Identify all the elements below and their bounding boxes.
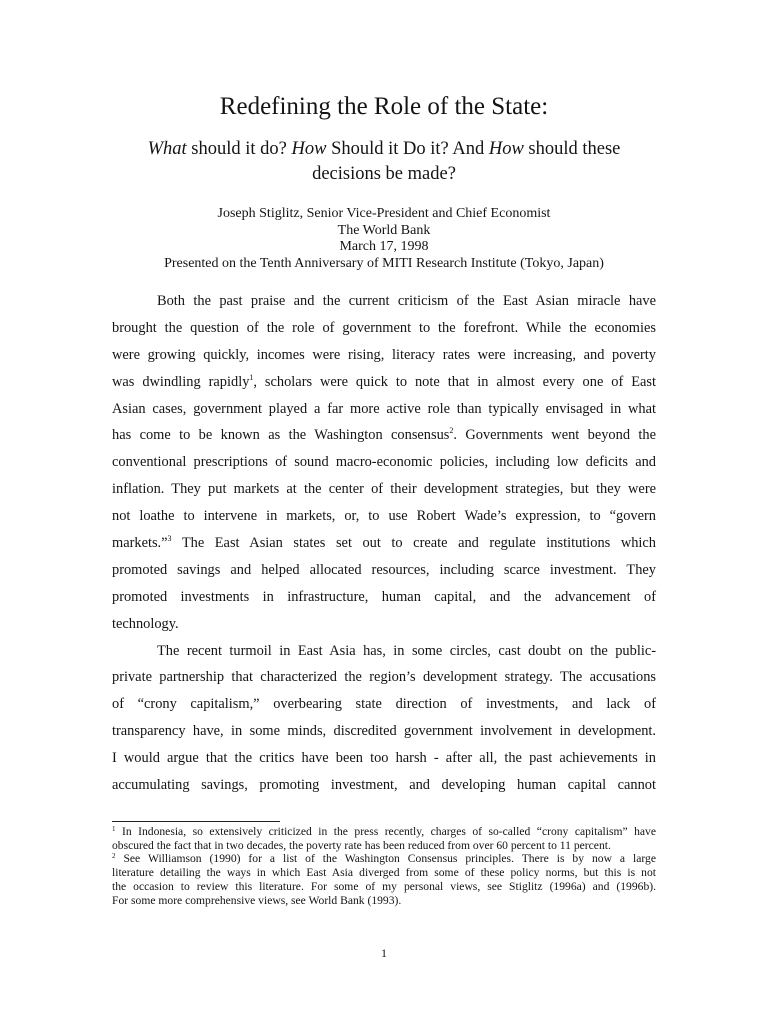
footnote-ref-2[interactable]: 2 — [449, 426, 454, 436]
footnote-line: obscured the fact that in two decades, the poverty rate has been reduced from over 60 percent to 11 percent. — [112, 838, 611, 852]
body-line: brought the question of the role of government to the forefront. While the economies — [112, 319, 656, 336]
body-line: conventional prescriptions of sound macro-economic policies, including low deficits and — [112, 454, 656, 471]
body-line: promoted investments in infrastructure, human capital, and the advancement of — [112, 588, 656, 605]
footnote-line: the occasion to review this literature. For some of my personal views, see Stiglitz (1996a) and (1996b). — [112, 879, 656, 893]
body-line: of “crony capitalism,” overbearing state direction of investments, and lack of — [112, 696, 656, 713]
footnote-marker-2: 2 — [112, 852, 116, 861]
body-text-span: , scholars were quick to note that in almost every one of East — [253, 373, 656, 390]
body-line: I would argue that the critics have been too harsh - after all, the past achievements in — [112, 750, 656, 767]
organization-line: The World Bank — [337, 222, 431, 238]
subtitle-line-2: decisions be made? — [312, 164, 456, 184]
body-line — [112, 369, 656, 396]
body-line: transparency have, in some minds, discredited government involvement in development. — [112, 723, 656, 740]
body-text-span: markets.” — [112, 535, 168, 552]
subtitle-emphasis-what: What — [147, 139, 187, 159]
body-line — [112, 422, 656, 449]
subtitle-emphasis-how: How — [291, 139, 327, 159]
footnote-marker-1: 1 — [112, 825, 116, 833]
body-line: Both the past praise and the current criticism of the East Asian miracle have — [157, 293, 656, 309]
subtitle-text: should these — [523, 139, 621, 159]
footnote-ref-1[interactable]: 1 — [249, 372, 254, 382]
author-line: Joseph Stiglitz, Senior Vice-President and Chief Economist — [217, 206, 551, 221]
body-line — [112, 530, 656, 557]
venue-line: Presented on the Tenth Anniversary of MITI Research Institute (Tokyo, Japan) — [164, 255, 604, 271]
footnote-ref-3[interactable]: 3 — [167, 534, 172, 544]
body-line: The recent turmoil in East Asia has, in some circles, cast doubt on the public- — [157, 642, 656, 659]
footnote-text: In Indonesia, so extensively criticized in the press recently, charges of so-called “crony capitalism” have — [115, 825, 656, 838]
body-text-span: has come to be known as the Washington consensus — [112, 427, 450, 444]
footnote-divider — [112, 821, 280, 822]
body-text — [112, 288, 656, 799]
subtitle-emphasis-how: How — [488, 139, 524, 159]
footnote-text: See Williamson (1990) for a list of the Washington Consensus principles. There is by now a large — [115, 852, 656, 866]
footnote-line: literature detailing the ways in which East Asia diverged from some of these policy norms, but this is not — [112, 866, 656, 880]
body-line: private partnership that characterized the region’s development strategy. The accusations — [112, 669, 656, 686]
footnotes — [112, 825, 656, 907]
paper-title: Redefining the Role of the State: — [219, 93, 549, 120]
subtitle-text: Should it Do it? And — [326, 139, 489, 159]
body-text-span: was dwindling rapidly — [112, 373, 250, 390]
body-line: promoted savings and helped allocated resources, including scarce investment. They — [112, 561, 656, 578]
body-line: Asian cases, government played a far more active role than typically envisaged in what — [112, 400, 656, 417]
footnote-line — [112, 852, 656, 866]
body-line: were growing quickly, incomes were rising, literacy rates were increasing, and poverty — [112, 346, 656, 363]
footnote-line — [112, 825, 656, 839]
footnote-line: For some more comprehensive views, see World Bank (1993). — [112, 893, 402, 907]
subtitle-text: should it do? — [186, 139, 292, 159]
body-text-span: . Governments went beyond the — [453, 427, 656, 444]
subtitle-line-1 — [100, 137, 668, 162]
byline — [0, 206, 768, 272]
date-line: March 17, 1998 — [339, 239, 429, 254]
paper-subtitle — [100, 137, 668, 187]
body-line: technology. — [112, 615, 179, 632]
body-line: not loathe to intervene in markets, or, to use Robert Wade’s expression, to “govern — [112, 508, 656, 525]
body-text-span: The East Asian states set out to create and regulate institutions which — [171, 535, 656, 552]
body-line: accumulating savings, promoting investment, and developing human capital cannot — [112, 777, 656, 794]
body-line: inflation. They put markets at the center of their development strategies, but they were — [112, 481, 656, 498]
page-number: 1 — [381, 946, 387, 960]
